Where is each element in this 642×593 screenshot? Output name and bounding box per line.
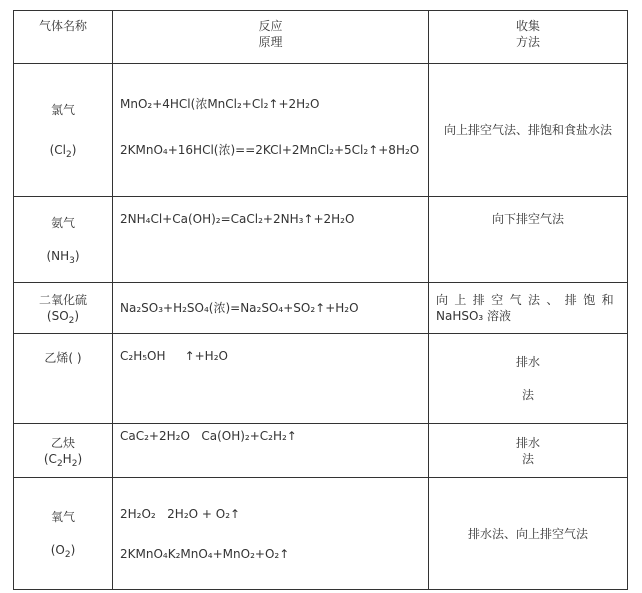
reaction-cell — [113, 283, 429, 334]
reaction-equation-2: 2KMnO₄K₂MnO₄+MnO₂+O₂↑ — [120, 546, 290, 561]
header-reaction-line2: 原理 — [258, 35, 283, 49]
gas-name-cell — [14, 283, 113, 334]
formula-mid: H — [62, 451, 72, 466]
formula-end: ) — [74, 249, 80, 263]
table-row-oxygen — [14, 478, 628, 590]
reaction-equation-1: MnO₂+4HCl(浓MnCl₂+Cl₂↑+2H₂O — [120, 97, 320, 111]
gas-name-cell — [14, 334, 113, 424]
collect-method: 排水法、向上排空气法 — [467, 526, 588, 541]
formula-sub: 2 — [65, 150, 72, 160]
table-header-row — [14, 11, 628, 64]
formula-sub: 2 — [64, 550, 71, 560]
reaction-cell — [113, 424, 429, 478]
header-reaction — [113, 11, 429, 64]
gas-formula — [14, 451, 112, 467]
gas-name-cell — [14, 478, 113, 590]
reaction-equation-1: Na₂SO₃+H₂SO₄(浓)=Na₂SO₄+SO₂↑+H₂O — [120, 301, 359, 315]
collect-method-cell — [429, 283, 628, 334]
formula-part: (C — [43, 451, 57, 466]
formula-part: (NH — [46, 249, 70, 263]
header-reaction-line1: 反应 — [258, 19, 283, 33]
formula-sub: 2 — [56, 458, 63, 469]
reaction-cell — [113, 197, 429, 283]
formula-part: (O — [50, 543, 65, 557]
gas-name: 二氧化硫 — [38, 293, 87, 307]
formula-part: (SO — [46, 309, 69, 323]
gas-name-cell — [14, 197, 113, 283]
header-gas-name-text: 气体名称 — [38, 19, 87, 33]
header-collect — [429, 11, 628, 64]
reaction-equation-1: C₂H₅OH ↑+H₂O — [120, 349, 228, 363]
collect-method: 向下排空气法 — [491, 212, 564, 226]
table-row-acetylene — [14, 424, 628, 478]
collect-method-cell — [429, 64, 628, 197]
gas-preparation-table — [13, 10, 628, 590]
reaction-cell — [113, 334, 429, 424]
formula-sub: 3 — [69, 256, 75, 266]
reaction-equation-2: 2KMnO₄+16HCl(浓)==2KCl+2MnCl₂+5Cl₂↑+8H₂O — [120, 143, 420, 157]
collect-method-line2: 法 — [521, 451, 534, 466]
table-row-ethylene — [14, 334, 628, 424]
gas-name: 乙烯( ) — [44, 351, 82, 365]
gas-formula — [14, 308, 112, 324]
collect-method-line1: 排水 — [515, 355, 540, 369]
formula-end: ) — [70, 543, 76, 557]
collect-method-line2: 法 — [521, 388, 534, 402]
collect-method-cell — [429, 424, 628, 478]
gas-name: 氨气 — [50, 216, 75, 230]
collect-method-line2: NaHSO₃ 溶液 — [436, 309, 512, 323]
reaction-equation-1: 2H₂O₂ 2H₂O + O₂↑ — [120, 506, 241, 521]
formula-end: ) — [74, 309, 80, 323]
gas-name: 氯气 — [50, 103, 75, 117]
gas-formula — [14, 248, 112, 264]
formula-part: (Cl — [49, 143, 66, 157]
gas-name-cell — [14, 64, 113, 197]
collect-method-line1: 向上排空气法、排饱和 — [436, 293, 621, 307]
header-collect-line1: 收集 — [515, 19, 540, 33]
gas-name-cell — [14, 424, 113, 478]
formula-end: ) — [77, 451, 83, 466]
reaction-equation-1: CaC₂+2H₂O Ca(OH)₂+C₂H₂↑ — [120, 429, 297, 443]
table-row-ammonia — [14, 197, 628, 283]
reaction-cell — [113, 64, 429, 197]
table-row-chlorine — [14, 64, 628, 197]
gas-name: 乙炔 — [50, 435, 75, 450]
formula-sub-2: 2 — [71, 458, 78, 469]
collect-method-line1: 排水 — [515, 435, 540, 450]
collect-method-cell — [429, 197, 628, 283]
gas-formula — [14, 542, 112, 558]
header-gas-name — [14, 11, 113, 64]
reaction-cell — [113, 478, 429, 590]
collect-method: 向上排空气法、排饱和食盐水法 — [443, 123, 612, 137]
formula-sub: 2 — [68, 316, 75, 326]
gas-name: 氧气 — [50, 510, 75, 524]
reaction-equation-1: 2NH₄Cl+Ca(OH)₂=CaCl₂+2NH₃↑+2H₂O — [120, 212, 355, 226]
header-collect-line2: 方法 — [515, 35, 540, 49]
formula-end: ) — [71, 143, 77, 157]
collect-method-cell — [429, 478, 628, 590]
table-row-sulfur-dioxide — [14, 283, 628, 334]
collect-method-cell — [429, 334, 628, 424]
gas-formula — [14, 142, 112, 158]
